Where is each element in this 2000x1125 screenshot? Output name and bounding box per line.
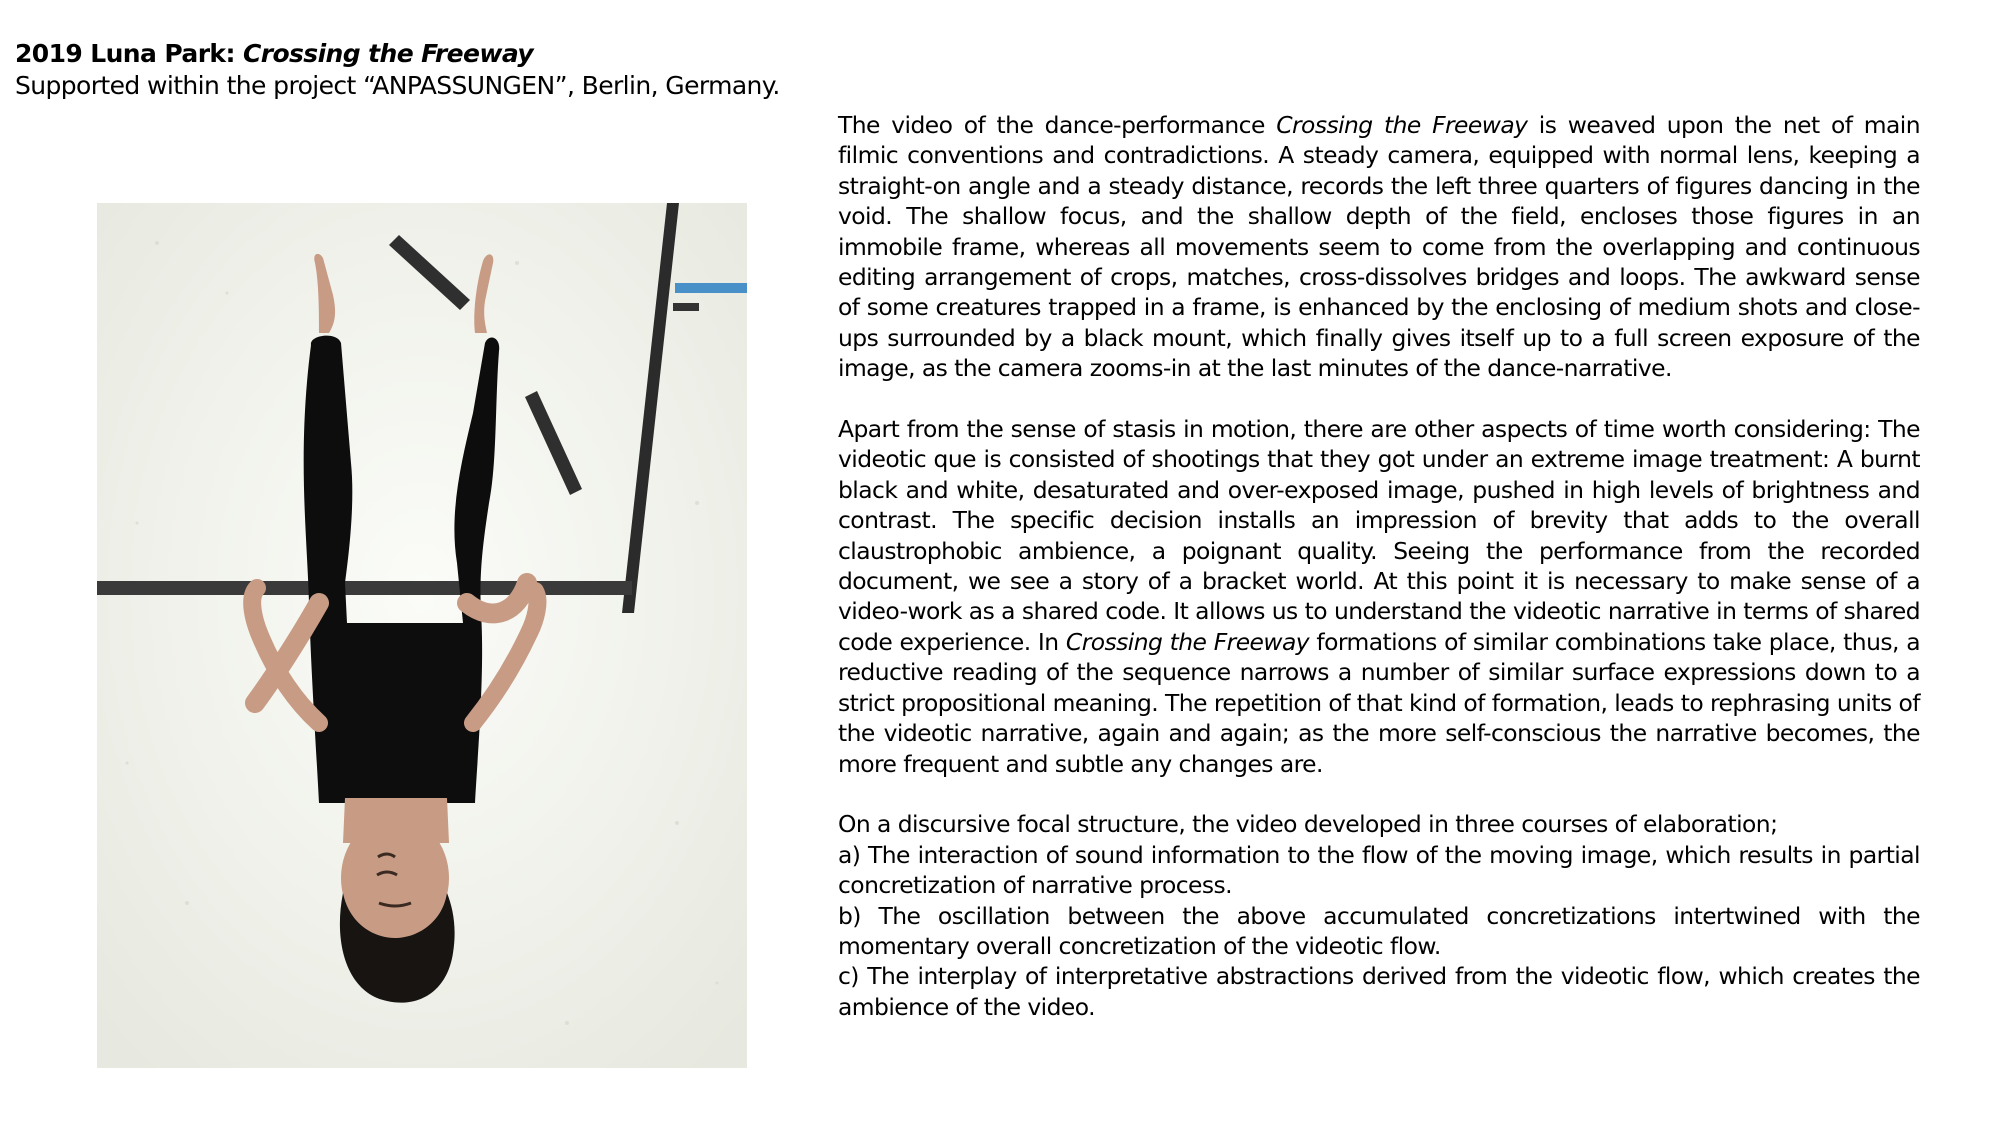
page-title (15, 38, 780, 70)
paragraph-2-work-title: Crossing the Freeway (1065, 627, 1310, 656)
paragraph-1-work-title: Crossing the Freeway (1276, 111, 1528, 139)
paragraph-2 (838, 414, 1920, 779)
paragraph-1-text-a: The video of the dance-performance (838, 111, 1277, 139)
paragraph-1-text-b: is weaved upon the net of main filmic conventions and contradictions. A steady camera, equipped with normal lens, keeping a straight-on angle and a steady distance, records the left three quarters of figures dancing in the void. The shallow focus, and the shallow depth of the field, encloses those figures in an immobile frame, whereas all movements seem to come from the overlapping and continuous editing arrangement of crops, matches, cross-dissolves bridges and loops. The awkward sense of some creatures trapped in a frame, is enhanced by the enclosing of medium shots and close-ups surrounded by a black mount, which finally gives itself up to a full screen exposure of the image, as the camera zooms-in at the last minutes of the dance-narrative. (838, 111, 1921, 383)
essay-text (838, 110, 1920, 1022)
paragraph-3-intro: On a discursive focal structure, the video developed in three courses of elaboration; (838, 810, 1778, 839)
list-item-a: a) The interaction of sound information to the flow of the moving image, which results in partial concretization of narrative process. (838, 840, 1920, 900)
page-subtitle: Supported within the project “ANPASSUNGEN”, Berlin, Germany. (15, 71, 780, 100)
title-prefix: 2019 Luna Park: (15, 39, 243, 68)
performance-photo (97, 203, 747, 1068)
dancer-photo-graphic (97, 203, 747, 1068)
paragraph-2-text-a: Apart from the sense of stasis in motion, there are other aspects of time worth considering: The videotic que is consisted of shootings that they got under an extreme image treatment: A burnt black and white, desaturated and over-exposed image, pushed in high levels of brightness and contrast. The specific decision installs an impression of brevity that adds to the overall claustrophobic ambience, a poignant quality. Seeing the performance from the recorded document, we see a story of a bracket world. At this point it is necessary to make sense of a video-work as a shared code. It allows us to understand the videotic narrative in terms of shared code experience. In (838, 415, 1920, 656)
list-item-c: c) The interplay of interpretative abstractions derived from the videotic flow, which creates the ambience of the video. (838, 962, 1920, 1021)
paragraph-2-text-b: formations of similar combinations take place, thus, a reductive reading of the sequence narrows a number of similar surface expressions down to a strict propositional meaning. The repetition of that kind of formation, leads to rephrasing units of the videotic narrative, again and again; as the more self-conscious the narrative becomes, the more frequent and subtle any changes are. (838, 627, 1920, 778)
paragraph-1 (838, 110, 1920, 384)
title-work: Crossing the Freeway (242, 39, 534, 68)
header (15, 38, 780, 102)
list-item-b: b) The oscillation between the above accumulated concretizations intertwined with the momentary overall concretization of the videotic flow. (838, 901, 1920, 960)
